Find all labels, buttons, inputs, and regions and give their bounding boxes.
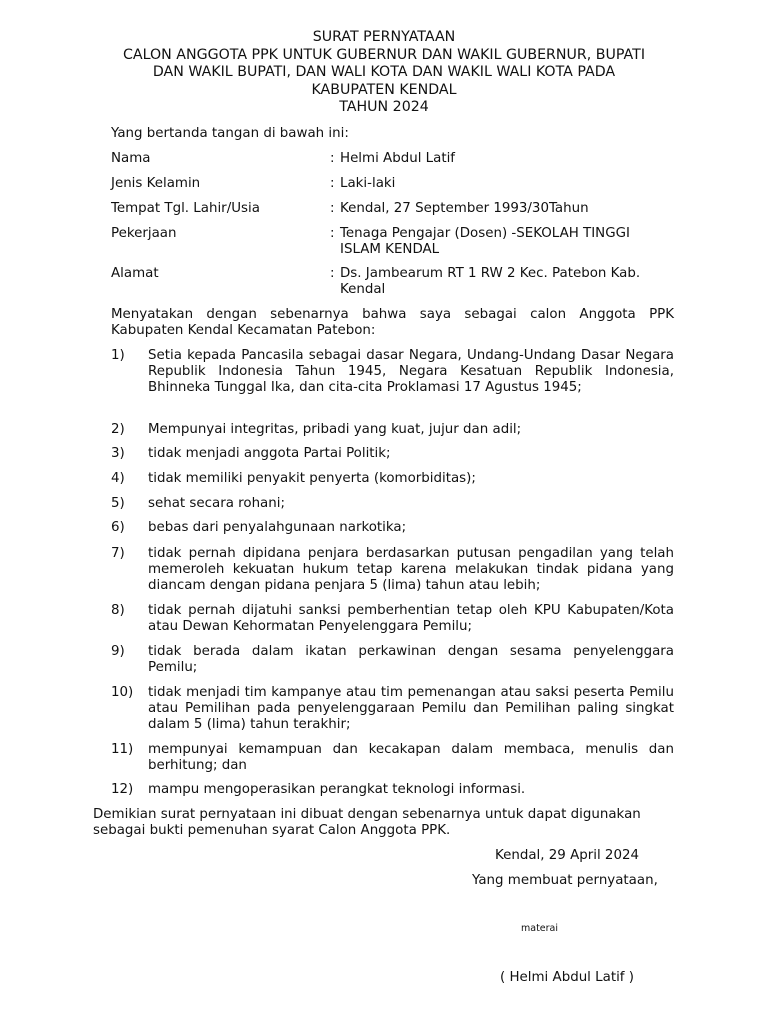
- list-item-number: 11): [111, 742, 134, 757]
- materai-label: materai: [521, 923, 559, 934]
- place-date: Kendal, 29 April 2024: [495, 848, 640, 863]
- list-item-text: Mempunyai integritas, pribadi yang kuat, jujur dan adil;: [148, 422, 522, 437]
- field-separator: :: [330, 266, 335, 281]
- document-title: [60, 29, 708, 117]
- statement-paragraph: Menyatakan dengan sebenarnya bahwa saya sebagai calon Anggota PPK Kabupaten Kendal Kecamatan Patebon:: [111, 307, 674, 339]
- intro-text: Yang bertanda tangan di bawah ini:: [111, 126, 349, 141]
- list-item-text: tidak pernah dipidana penjara berdasarkan putusan pengadilan yang telah memeroleh kekuatan hukum tetap karena melakukan tindak pidana yang diancam dengan pidana penjara 5 (lima) tahun atau lebih;: [148, 546, 674, 594]
- field-value-text: Tenaga Pengajar (Dosen) -SEKOLAH TINGGI: [340, 226, 630, 241]
- list-item-number: 1): [111, 348, 125, 363]
- field-separator: :: [330, 201, 335, 216]
- list-item-number: 5): [111, 496, 125, 511]
- list-item-text: tidak pernah dijatuhi sanksi pemberhentian tetap oleh KPU Kabupaten/Kota atau Dewan Kehormatan Penyelenggara Pemilu;: [148, 603, 674, 635]
- list-item-number: 4): [111, 471, 125, 486]
- list-item-text: bebas dari penyalahgunaan narkotika;: [148, 520, 407, 535]
- field-separator: :: [330, 151, 335, 166]
- title-line: DAN WAKIL BUPATI, DAN WALI KOTA DAN WAKIL WALI KOTA PADA: [152, 64, 616, 81]
- field-value-text: Kendal, 27 September 1993/30Tahun: [340, 201, 589, 216]
- list-item-text: mempunyai kemampuan dan kecakapan dalam membaca, menulis dan berhitung; dan: [148, 742, 674, 774]
- field-value-tempat-tgl-lahir: [330, 201, 675, 217]
- list-item-text: tidak menjadi tim kampanye atau tim pemenangan atau saksi peserta Pemilu atau Pemilihan pada penyelenggaraan Pemilu dan Pemilihan paling singkat dalam 5 (lima) tahun terakhir;: [148, 685, 674, 733]
- field-separator: :: [330, 176, 335, 191]
- list-item-text: mampu mengoperasikan perangkat teknologi informasi.: [148, 782, 526, 797]
- list-item-number: 12): [111, 782, 134, 797]
- list-item-text: tidak berada dalam ikatan perkawinan dengan sesama penyelenggara Pemilu;: [148, 644, 674, 676]
- field-value-text: Ds. Jambearum RT 1 RW 2 Kec. Patebon Kab.: [340, 266, 641, 281]
- list-item-number: 7): [111, 546, 125, 561]
- field-value-continuation: Kendal: [340, 282, 386, 298]
- field-value-text: Laki-laki: [340, 176, 396, 191]
- field-separator: :: [330, 226, 335, 241]
- signer-name: ( Helmi Abdul Latif ): [500, 970, 634, 985]
- field-value-continuation: ISLAM KENDAL: [340, 242, 440, 258]
- field-label-jenis-kelamin: Jenis Kelamin: [111, 176, 201, 191]
- list-item-number: 10): [111, 685, 134, 700]
- title-line: TAHUN 2024: [339, 99, 429, 116]
- field-label-pekerjaan: Pekerjaan: [111, 226, 177, 241]
- title-line: KABUPATEN KENDAL: [311, 81, 457, 98]
- field-value-alamat: [330, 266, 675, 298]
- signer-label: Yang membuat pernyataan,: [472, 873, 658, 888]
- field-label-tempat-tgl-lahir: Tempat Tgl. Lahir/Usia: [111, 201, 260, 216]
- title-line: SURAT PERNYATAAN: [312, 29, 456, 45]
- list-item-number: 8): [111, 603, 125, 618]
- list-item-text: tidak memiliki penyakit penyerta (komorbiditas);: [148, 471, 476, 486]
- list-item-text: Setia kepada Pancasila sebagai dasar Negara, Undang-Undang Dasar Negara Republik Indonesia Tahun 1945, Negara Kesatuan Republik Indonesia, Bhinneka Tunggal Ika, dan cita-cita Proklamasi 17 Agustus 1945;: [148, 348, 674, 396]
- field-label-alamat: Alamat: [111, 266, 159, 281]
- field-value-pekerjaan: [330, 226, 675, 258]
- field-value-jenis-kelamin: [330, 176, 675, 192]
- list-item-number: 6): [111, 520, 125, 535]
- list-item-number: 9): [111, 644, 125, 659]
- list-item-number: 3): [111, 446, 125, 461]
- field-value-text: Helmi Abdul Latif: [340, 151, 456, 166]
- closing-paragraph: Demikian surat pernyataan ini dibuat dengan sebenarnya untuk dapat digunakan sebagai bukti pemenuhan syarat Calon Anggota PPK.: [93, 807, 641, 839]
- field-value-nama: [330, 151, 675, 167]
- field-label-nama: Nama: [111, 151, 151, 166]
- list-item-text: sehat secara rohani;: [148, 496, 285, 511]
- list-item-text: tidak menjadi anggota Partai Politik;: [148, 446, 391, 461]
- list-item-number: 2): [111, 422, 125, 437]
- title-line: CALON ANGGOTA PPK UNTUK GUBERNUR DAN WAKIL GUBERNUR, BUPATI: [122, 46, 646, 63]
